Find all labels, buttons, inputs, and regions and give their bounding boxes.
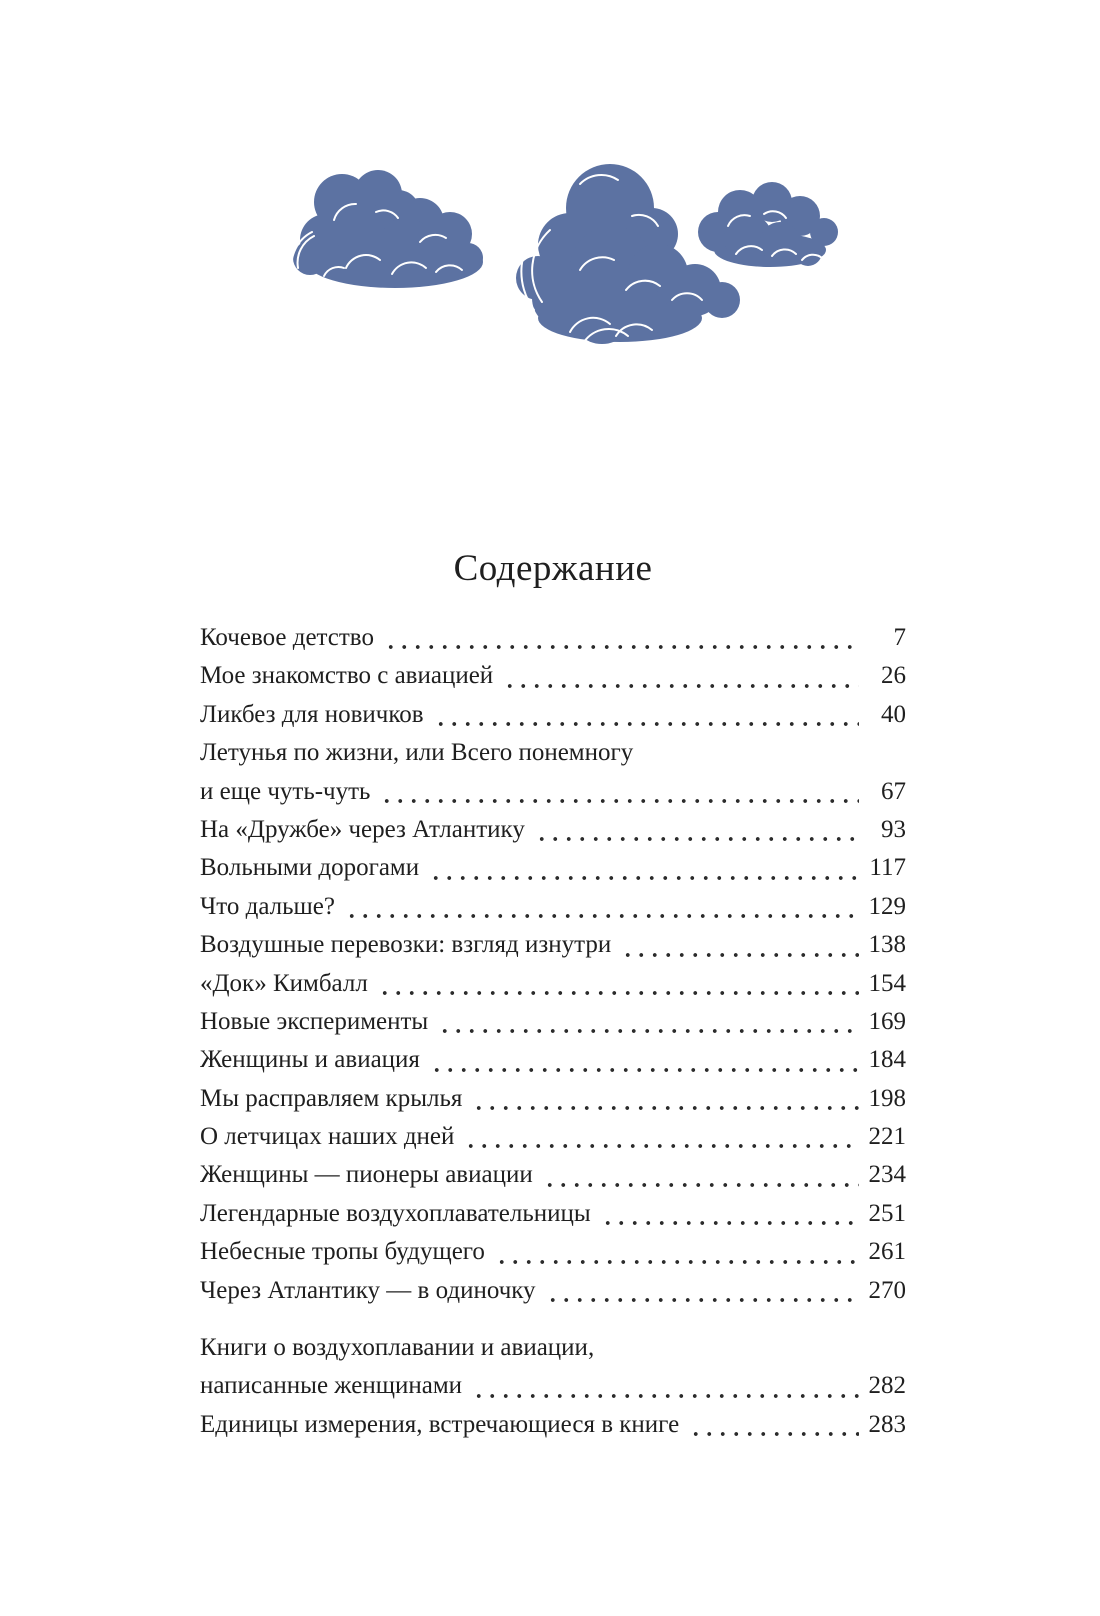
- toc-entry-page: 283: [868, 1410, 906, 1438]
- cloud-center: [516, 164, 740, 344]
- toc-entry: [200, 734, 906, 772]
- toc-dot-leader: [378, 990, 859, 996]
- toc-dot-leader: [546, 1297, 859, 1303]
- toc-dot-leader: [429, 875, 859, 881]
- toc-entry: [200, 965, 906, 1003]
- toc-entry-title: Кочевое детство: [200, 624, 374, 651]
- toc-dot-leader: [345, 913, 859, 919]
- toc-entry-title: Новые эксперименты: [200, 1007, 429, 1035]
- toc-entry-title: Воздушные перевозки: взгляд изнутри: [200, 931, 612, 959]
- toc-entry-page: 270: [868, 1276, 906, 1304]
- toc-dot-leader: [601, 1220, 859, 1226]
- clouds-illustration: [280, 150, 840, 350]
- toc-entry-page: 198: [868, 1084, 906, 1112]
- toc-dot-leader: [438, 1028, 859, 1034]
- toc-entry-page: 234: [868, 1161, 906, 1189]
- toc-entry-title: На «Дружбе» через Атлантику: [200, 815, 525, 843]
- toc-entry-page: 26: [881, 662, 906, 690]
- toc-entry-page: 40: [881, 700, 906, 728]
- toc-entry-title: Книги о воздухоплавании и авиации,: [200, 1334, 595, 1362]
- toc-entry: [200, 696, 906, 734]
- toc-entry-page: 154: [868, 969, 906, 997]
- cloud-left: [293, 170, 483, 288]
- toc-entry-page: 184: [868, 1046, 906, 1074]
- toc-entry-title: Мое знакомство с авиацией: [200, 662, 494, 690]
- toc-dot-leader: [464, 1143, 859, 1149]
- toc-entry-page: 138: [868, 931, 906, 959]
- toc-entry-page: 117: [869, 854, 906, 882]
- toc-entry: [200, 1329, 906, 1367]
- toc-dot-leader: [472, 1105, 859, 1111]
- toc-entry-page: 93: [881, 815, 906, 843]
- toc-entry: [200, 1195, 906, 1233]
- toc-dot-leader: [380, 798, 859, 804]
- toc-entry-title: Женщины — пионеры авиации: [200, 1161, 533, 1189]
- toc-entry-page: 221: [868, 1123, 906, 1151]
- toc-entry-title: Легендарные воздухоплавательницы: [200, 1199, 591, 1227]
- toc-entry-title: Мы расправляем крылья: [200, 1084, 463, 1112]
- toc-entry: [200, 811, 906, 849]
- toc-entry: [200, 1156, 906, 1194]
- toc-entry: [200, 888, 906, 926]
- toc-entry-title: О летчицах наших дней: [200, 1123, 455, 1151]
- toc-entry-page: 251: [868, 1199, 906, 1227]
- toc-entry-page: 282: [868, 1372, 906, 1400]
- toc-entry: [200, 926, 906, 964]
- toc-entry: [200, 1233, 906, 1271]
- toc-dot-leader: [495, 1259, 859, 1265]
- toc-entry-title: и еще чуть-чуть: [200, 777, 371, 805]
- toc-entry-title: написанные женщинами: [200, 1372, 463, 1400]
- toc-entry-page: 169: [868, 1007, 906, 1035]
- toc-entry: [200, 1118, 906, 1156]
- table-of-contents: [200, 619, 906, 1444]
- toc-entry: [200, 1080, 906, 1118]
- toc-dot-leader: [434, 721, 859, 727]
- clouds-icon: [280, 150, 840, 350]
- toc-entry-title: Что дальше?: [200, 892, 335, 920]
- toc-entry-page: 261: [868, 1238, 906, 1266]
- toc-dot-leader: [472, 1393, 859, 1399]
- toc-entry: [200, 773, 906, 811]
- toc-entry: [200, 619, 906, 657]
- toc-dot-leader: [535, 836, 859, 842]
- toc-entry-page: 67: [881, 777, 906, 805]
- toc-dot-leader: [430, 1067, 859, 1073]
- toc-dot-leader: [543, 1182, 859, 1188]
- toc-entry-title: «Док» Кимбалл: [200, 969, 368, 997]
- toc-entry-title: Ликбез для новичков: [200, 700, 424, 728]
- page-title: Содержание: [453, 548, 653, 589]
- toc-entry-title: Женщины и авиация: [200, 1046, 420, 1074]
- toc-dot-leader: [503, 683, 859, 689]
- toc-dot-leader: [384, 644, 859, 650]
- toc-entry: [200, 657, 906, 695]
- toc-entry-title: Вольными дорогами: [200, 854, 420, 882]
- toc-entry-page: 7: [893, 624, 906, 651]
- toc-entry: [200, 1272, 906, 1310]
- toc-dot-leader: [621, 952, 859, 958]
- toc-entry-title: Небесные тропы будущего: [200, 1238, 485, 1266]
- toc-entry: [200, 849, 906, 887]
- toc-entry: [200, 1003, 906, 1041]
- toc-entry: [200, 1041, 906, 1079]
- toc-entry-title: Летунья по жизни, или Всего понемногу: [200, 739, 634, 767]
- toc-dot-leader: [689, 1431, 859, 1437]
- toc-entry-title: Единицы измерения, встречающиеся в книге: [200, 1410, 680, 1438]
- toc-entry-page: 129: [868, 892, 906, 920]
- toc-entry: [200, 1367, 906, 1405]
- toc-entry: [200, 1406, 906, 1444]
- toc-entry-title: Через Атлантику — в одиночку: [200, 1276, 536, 1304]
